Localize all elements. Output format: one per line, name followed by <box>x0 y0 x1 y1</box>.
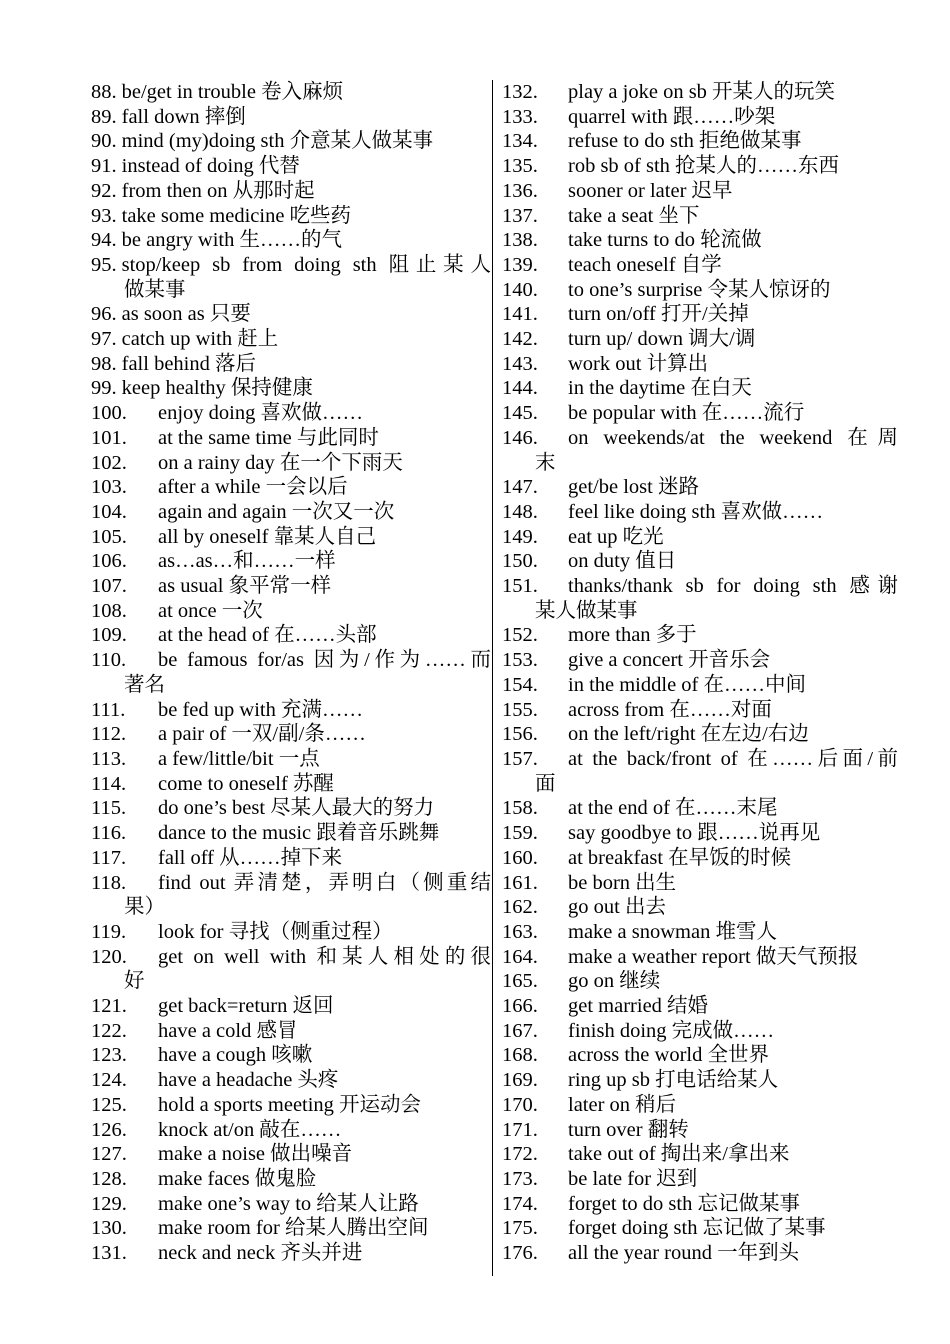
phrase-item <box>502 673 898 698</box>
phrase-text: rob sb of sth 抢某人的……东西 <box>568 155 840 178</box>
phrase-number: 116. <box>91 822 127 845</box>
phrase-item <box>502 698 898 723</box>
phrase-text: find out 弄清楚，弄明白（侧重结 <box>158 871 491 894</box>
phrase-text: teach oneself 自学 <box>568 253 722 276</box>
phrase-number: 134. <box>502 130 538 153</box>
phrase-number: 173. <box>502 1167 538 1190</box>
phrase-item <box>502 278 898 303</box>
phrase-number: 117. <box>91 846 127 869</box>
phrase-item <box>91 154 491 179</box>
phrase-number: 125. <box>91 1093 127 1116</box>
phrase-number: 118. <box>91 871 127 894</box>
phrase-number: 121. <box>91 995 127 1018</box>
phrase-item <box>91 451 491 476</box>
phrase-item <box>91 796 491 821</box>
phrase-number: 113. <box>91 747 127 770</box>
phrase-item <box>91 475 491 500</box>
phrase-text: in the middle of 在……中间 <box>568 673 807 696</box>
phrase-text: neck and neck 齐头并进 <box>158 1242 363 1265</box>
phrase-item <box>502 895 898 920</box>
phrase-number: 168. <box>502 1044 538 1067</box>
phrase-number: 130. <box>91 1217 127 1240</box>
phrase-item <box>502 1192 898 1217</box>
phrase-text: at breakfast 在早饭的时候 <box>568 846 792 869</box>
phrase-number: 133. <box>502 105 538 128</box>
phrase-item <box>502 525 898 550</box>
phrase-text: dance to the music 跟着音乐跳舞 <box>158 822 440 845</box>
phrase-item <box>91 204 491 229</box>
phrase-item <box>502 969 898 994</box>
phrase-continuation: 好 <box>124 970 145 993</box>
phrase-number: 175. <box>502 1217 538 1240</box>
phrase-item <box>502 129 898 154</box>
phrase-number: 144. <box>502 377 538 400</box>
phrase-number: 150. <box>502 550 538 573</box>
phrase-number: 112. <box>91 723 127 746</box>
phrase-number: 151. <box>502 575 538 598</box>
phrase-text: instead of doing 代替 <box>121 155 300 178</box>
phrase-item <box>502 994 898 1019</box>
phrase-text: look for 寻找（侧重过程） <box>158 920 393 943</box>
phrase-item <box>91 1167 491 1192</box>
phrase-number: 100. <box>91 402 127 425</box>
phrase-text: turn up/ down 调大/调 <box>568 328 756 351</box>
phrase-item <box>502 871 898 896</box>
phrase-text: have a headache 头疼 <box>158 1069 339 1092</box>
phrase-item <box>502 722 898 747</box>
phrase-item <box>91 945 491 970</box>
phrase-number: 149. <box>502 525 538 548</box>
phrase-item <box>91 179 491 204</box>
phrase-text: be angry with 生……的气 <box>121 229 342 252</box>
phrase-number: 93. <box>91 204 117 227</box>
phrase-item <box>502 204 898 229</box>
phrase-number: 143. <box>502 352 538 375</box>
phrase-item <box>502 1142 898 1167</box>
phrase-number: 105. <box>91 525 127 548</box>
phrase-number: 89. <box>91 105 117 128</box>
phrase-number: 146. <box>502 426 538 449</box>
phrase-text: knock at/on 敲在…… <box>158 1118 342 1141</box>
phrase-number: 99. <box>91 377 117 400</box>
phrase-text: stop/keep sb from doing sth 阻止某人 <box>121 253 491 276</box>
phrase-number: 161. <box>502 871 538 894</box>
phrase-text: go on 继续 <box>568 970 661 993</box>
phrase-item <box>502 821 898 846</box>
phrase-item <box>502 945 898 970</box>
phrase-item <box>91 1019 491 1044</box>
phrase-number: 97. <box>91 328 117 351</box>
phrase-number: 147. <box>502 476 538 499</box>
phrase-item <box>91 747 491 772</box>
phrase-text: get/be lost 迷路 <box>568 476 699 499</box>
phrase-number: 132. <box>502 81 538 103</box>
phrase-text: work out 计算出 <box>568 352 709 375</box>
phrase-continuation: 末 <box>535 451 556 474</box>
phrase-text: make room for 给某人腾出空间 <box>158 1217 429 1240</box>
phrase-text: again and again 一次又一次 <box>158 500 395 523</box>
phrase-item <box>502 105 898 130</box>
phrase-text: make a snowman 堆雪人 <box>568 920 777 943</box>
phrase-number: 120. <box>91 945 127 968</box>
phrase-number: 154. <box>502 673 538 696</box>
phrase-item <box>91 105 491 130</box>
phrase-item <box>502 500 898 525</box>
phrase-item <box>502 1216 898 1241</box>
phrase-text: on a rainy day 在一个下雨天 <box>158 451 403 474</box>
phrase-text: have a cold 感冒 <box>158 1019 298 1042</box>
phrase-text: to one’s surprise 令某人惊讶的 <box>568 278 831 301</box>
phrase-number: 88. <box>91 81 117 103</box>
phrase-text: forget to do sth 忘记做某事 <box>568 1192 800 1215</box>
phrase-item <box>502 1093 898 1118</box>
phrase-text: fall off 从……掉下来 <box>158 846 343 869</box>
phrase-text: enjoy doing 喜欢做…… <box>158 402 363 425</box>
phrase-text: at once 一次 <box>158 599 263 622</box>
phrase-item <box>91 1118 491 1143</box>
phrase-text: be fed up with 充满…… <box>158 698 363 721</box>
phrase-item <box>502 796 898 821</box>
phrase-number: 128. <box>91 1167 127 1190</box>
phrase-text: later on 稍后 <box>568 1093 677 1116</box>
phrase-number: 92. <box>91 179 117 202</box>
phrase-text: as…as…和……一样 <box>158 550 336 573</box>
phrase-text: take a seat 坐下 <box>568 204 700 227</box>
phrase-text: thanks/thank sb for doing sth 感谢 <box>568 575 898 598</box>
phrase-number: 94. <box>91 229 117 252</box>
phrase-number: 127. <box>91 1143 127 1166</box>
phrase-number: 165. <box>502 970 538 993</box>
phrase-number: 126. <box>91 1118 127 1141</box>
phrase-number: 90. <box>91 130 117 153</box>
right-column <box>502 80 898 1266</box>
phrase-item <box>502 154 898 179</box>
left-column <box>91 80 491 1266</box>
phrase-text: on weekends/at the weekend 在周 <box>568 426 898 449</box>
phrase-number: 131. <box>91 1242 127 1265</box>
phrase-item <box>502 1118 898 1143</box>
phrase-number: 137. <box>502 204 538 227</box>
phrase-text: finish doing 完成做…… <box>568 1019 775 1042</box>
phrase-text: forget doing sth 忘记做了某事 <box>568 1217 826 1240</box>
phrase-text: fall down 摔倒 <box>121 105 246 128</box>
phrase-text: turn on/off 打开/关掉 <box>568 303 749 326</box>
phrase-continuation: 果） <box>124 896 165 919</box>
phrase-item <box>502 549 898 574</box>
phrase-text: at the back/front of 在……后面/前 <box>568 747 898 770</box>
phrase-item <box>502 253 898 278</box>
phrase-number: 140. <box>502 278 538 301</box>
phrase-item <box>502 1043 898 1068</box>
phrase-number: 160. <box>502 846 538 869</box>
phrase-item <box>91 1241 491 1266</box>
phrase-item <box>502 846 898 871</box>
phrase-item <box>91 1142 491 1167</box>
phrase-text: across the world 全世界 <box>568 1044 769 1067</box>
phrase-continuation: 做某事 <box>124 278 186 301</box>
phrase-number: 171. <box>502 1118 538 1141</box>
phrase-item <box>91 1192 491 1217</box>
phrase-number: 138. <box>502 229 538 252</box>
phrase-item <box>91 525 491 550</box>
phrase-number: 107. <box>91 575 127 598</box>
phrase-text: refuse to do sth 拒绝做某事 <box>568 130 802 153</box>
phrase-text: get on well with 和某人相处的很 <box>158 945 491 968</box>
phrase-item <box>502 426 898 451</box>
phrase-number: 104. <box>91 500 127 523</box>
phrase-number: 101. <box>91 426 127 449</box>
phrase-item <box>502 228 898 253</box>
phrase-item <box>91 920 491 945</box>
phrase-item <box>91 1068 491 1093</box>
phrase-number: 139. <box>502 253 538 276</box>
phrase-text: across from 在……对面 <box>568 698 772 721</box>
phrase-number: 115. <box>91 797 127 820</box>
phrase-continuation: 著名 <box>124 673 165 696</box>
phrase-item <box>91 549 491 574</box>
phrase-item <box>91 599 491 624</box>
phrase-number: 153. <box>502 649 538 672</box>
phrase-item <box>502 401 898 426</box>
phrase-text: at the same time 与此同时 <box>158 426 379 449</box>
phrase-text: take out of 掏出来/拿出来 <box>568 1143 790 1166</box>
phrase-number: 169. <box>502 1069 538 1092</box>
phrase-number: 172. <box>502 1143 538 1166</box>
phrase-text: take some medicine 吃些药 <box>121 204 352 227</box>
phrase-item <box>502 1241 898 1266</box>
phrase-number: 167. <box>502 1019 538 1042</box>
phrase-item <box>502 1068 898 1093</box>
phrase-item <box>91 327 491 352</box>
phrase-item <box>91 648 491 673</box>
phrase-item <box>502 1167 898 1192</box>
phrase-number: 95. <box>91 253 117 276</box>
phrase-number: 122. <box>91 1019 127 1042</box>
phrase-item <box>91 352 491 377</box>
phrase-item <box>91 821 491 846</box>
phrase-text: quarrel with 跟……吵架 <box>568 105 776 128</box>
phrase-text: make faces 做鬼脸 <box>158 1167 317 1190</box>
phrase-number: 136. <box>502 179 538 202</box>
phrase-number: 123. <box>91 1044 127 1067</box>
phrase-text: have a cough 咳嗽 <box>158 1044 313 1067</box>
phrase-number: 159. <box>502 822 538 845</box>
phrase-number: 114. <box>91 772 127 795</box>
phrase-item <box>91 722 491 747</box>
phrase-text: be born 出生 <box>568 871 677 894</box>
phrase-item <box>91 994 491 1019</box>
phrase-text: make a noise 做出噪音 <box>158 1143 353 1166</box>
phrase-number: 156. <box>502 723 538 746</box>
phrase-text: be/get in trouble 卷入麻烦 <box>121 81 344 103</box>
phrase-item <box>502 327 898 352</box>
phrase-number: 124. <box>91 1069 127 1092</box>
phrase-number: 158. <box>502 797 538 820</box>
phrase-number: 111. <box>91 698 126 721</box>
phrase-number: 109. <box>91 624 127 647</box>
phrase-item <box>91 302 491 327</box>
phrase-text: at the head of 在……头部 <box>158 624 377 647</box>
phrase-number: 129. <box>91 1192 127 1215</box>
phrase-item <box>91 871 491 896</box>
phrase-number: 155. <box>502 698 538 721</box>
phrase-item <box>91 376 491 401</box>
phrase-number: 103. <box>91 476 127 499</box>
phrase-text: on duty 值日 <box>568 550 677 573</box>
phrase-text: at the end of 在……末尾 <box>568 797 778 820</box>
phrase-text: give a concert 开音乐会 <box>568 649 771 672</box>
phrase-text: come to oneself 苏醒 <box>158 772 334 795</box>
phrase-number: 98. <box>91 352 117 375</box>
phrase-item <box>91 228 491 253</box>
phrase-item <box>91 253 491 278</box>
phrase-text: take turns to do 轮流做 <box>568 229 762 252</box>
phrase-number: 142. <box>502 328 538 351</box>
phrase-text: on the left/right 在左边/右边 <box>568 723 809 746</box>
phrase-text: get married 结婚 <box>568 995 709 1018</box>
phrase-item <box>502 302 898 327</box>
phrase-number: 141. <box>502 303 538 326</box>
phrase-item <box>502 179 898 204</box>
phrase-item <box>91 129 491 154</box>
phrase-number: 145. <box>502 402 538 425</box>
phrase-item <box>502 574 898 599</box>
phrase-continuation: 面 <box>535 772 556 795</box>
phrase-text: eat up 吃光 <box>568 525 664 548</box>
phrase-item <box>502 80 898 105</box>
phrase-text: be famous for/as 因为/作为……而 <box>158 649 491 672</box>
phrase-text: a pair of 一双/副/条…… <box>158 723 366 746</box>
phrase-number: 157. <box>502 747 538 770</box>
phrase-item <box>502 648 898 673</box>
phrase-text: fall behind 落后 <box>121 352 256 375</box>
phrase-item <box>91 1216 491 1241</box>
phrase-text: make one’s way to 给某人让路 <box>158 1192 419 1215</box>
phrase-item <box>502 376 898 401</box>
phrase-item <box>91 698 491 723</box>
phrase-item <box>91 1043 491 1068</box>
phrase-item <box>502 352 898 377</box>
phrase-number: 166. <box>502 995 538 1018</box>
phrase-number: 164. <box>502 945 538 968</box>
phrase-item <box>91 1093 491 1118</box>
phrase-text: ring up sb 打电话给某人 <box>568 1069 779 1092</box>
phrase-number: 108. <box>91 599 127 622</box>
phrase-item <box>91 623 491 648</box>
phrase-text: as soon as 只要 <box>121 303 251 326</box>
phrase-text: as usual 象平常一样 <box>158 575 332 598</box>
phrase-number: 176. <box>502 1242 538 1265</box>
phrase-number: 102. <box>91 451 127 474</box>
phrase-number: 119. <box>91 920 127 943</box>
phrase-number: 148. <box>502 500 538 523</box>
phrase-item <box>91 426 491 451</box>
phrase-text: turn over 翻转 <box>568 1118 689 1141</box>
phrase-item <box>91 846 491 871</box>
phrase-text: say goodbye to 跟……说再见 <box>568 822 821 845</box>
phrase-number: 91. <box>91 155 117 178</box>
phrase-item <box>91 772 491 797</box>
phrase-text: more than 多于 <box>568 624 697 647</box>
phrase-number: 152. <box>502 624 538 647</box>
phrase-number: 163. <box>502 920 538 943</box>
phrase-number: 174. <box>502 1192 538 1215</box>
phrase-text: hold a sports meeting 开运动会 <box>158 1093 422 1116</box>
phrase-text: sooner or later 迟早 <box>568 179 733 202</box>
phrase-number: 170. <box>502 1093 538 1116</box>
phrase-text: go out 出去 <box>568 896 666 919</box>
phrase-text: in the daytime 在白天 <box>568 377 752 400</box>
phrase-number: 135. <box>502 155 538 178</box>
phrase-text: mind (my)doing sth 介意某人做某事 <box>121 130 434 153</box>
phrase-text: be late for 迟到 <box>568 1167 698 1190</box>
phrase-item <box>91 574 491 599</box>
phrase-text: all the year round 一年到头 <box>568 1242 800 1265</box>
phrase-item <box>502 747 898 772</box>
phrase-text: catch up with 赶上 <box>121 328 279 351</box>
phrase-number: 110. <box>91 649 127 672</box>
phrase-item <box>502 1019 898 1044</box>
phrase-text: keep healthy 保持健康 <box>121 377 313 400</box>
phrase-text: make a weather report 做天气预报 <box>568 945 859 968</box>
phrase-text: from then on 从那时起 <box>121 179 315 202</box>
phrase-text: play a joke on sb 开某人的玩笑 <box>568 81 836 103</box>
phrase-number: 162. <box>502 896 538 919</box>
phrase-item <box>91 80 491 105</box>
phrase-text: a few/little/bit 一点 <box>158 747 320 770</box>
phrase-item <box>502 475 898 500</box>
phrase-text: after a while 一会以后 <box>158 476 348 499</box>
column-divider <box>492 80 493 1276</box>
phrase-text: get back=return 返回 <box>158 995 334 1018</box>
phrase-item <box>91 500 491 525</box>
phrase-text: be popular with 在……流行 <box>568 402 805 425</box>
phrase-number: 96. <box>91 303 117 326</box>
phrase-item <box>91 401 491 426</box>
phrase-text: all by oneself 靠某人自己 <box>158 525 377 548</box>
phrase-item <box>502 920 898 945</box>
phrase-item <box>502 623 898 648</box>
phrase-text: feel like doing sth 喜欢做…… <box>568 500 824 523</box>
phrase-text: do one’s best 尽某人最大的努力 <box>158 797 435 820</box>
phrase-continuation: 某人做某事 <box>535 599 638 622</box>
phrase-number: 106. <box>91 550 127 573</box>
